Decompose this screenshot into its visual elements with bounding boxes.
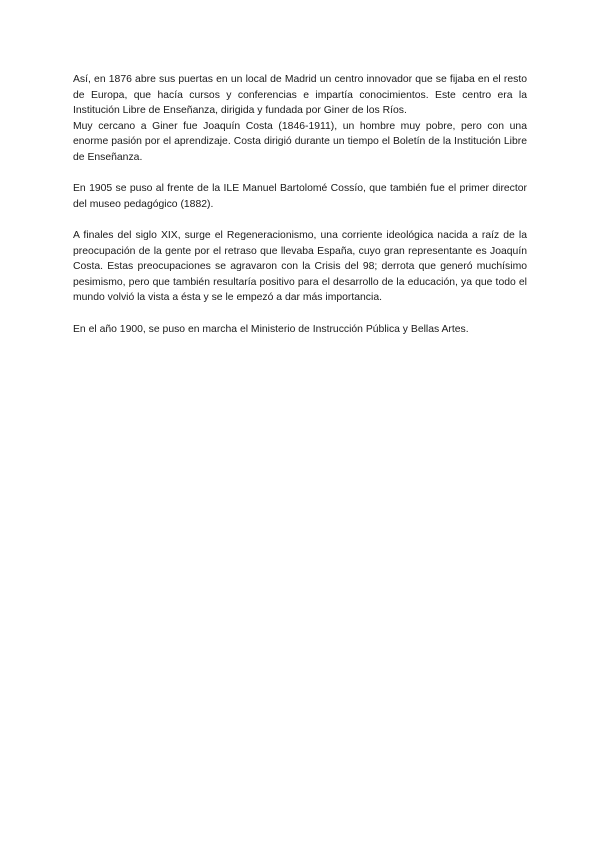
paragraph-ile-founding: Así, en 1876 abre sus puertas en un local de Madrid un centro innovador que se fijaba en el resto de Europa, que hacía cursos y conferencias e impartía conocimientos. Este centro era la Institución Libre de Enseñanza, dirigida y fundada por Giner de los Ríos. xyxy=(73,74,527,117)
paragraph-regeneracionismo: A finales del siglo XIX, surge el Regeneracionismo, una corriente ideológica nacida a raíz de la preocupación de la gente por el retraso que llevaba España, cuyo gran representante es Joaquín Costa. Estas preocupaciones se agravaron con la Crisis del 98; derrota que generó muchísimo pesimismo, pero que también resultaría positivo para el desarrollo de la educación, ya que todo el mundo volvió la vista a ésta y se le empezó a dar más importancia. xyxy=(73,229,527,304)
paragraph-joaquin-costa: Muy cercano a Giner fue Joaquín Costa (1846-1911), un hombre muy pobre, pero con una enorme pasión por el aprendizaje. Costa dirigió durante un tiempo el Boletín de la Institución Libre de Enseñanza. xyxy=(73,120,527,163)
paragraph-spacer xyxy=(73,166,527,182)
paragraph-spacer xyxy=(73,212,527,228)
paragraph-ministerio: En el año 1900, se puso en marcha el Ministerio de Instrucción Pública y Bellas Artes. xyxy=(73,323,469,335)
paragraph-spacer xyxy=(73,306,527,322)
paragraph-cossio: En 1905 se puso al frente de la ILE Manuel Bartolomé Cossío, que también fue el primer director del museo pedagógico (1882). xyxy=(73,183,527,210)
document-body xyxy=(73,72,527,337)
